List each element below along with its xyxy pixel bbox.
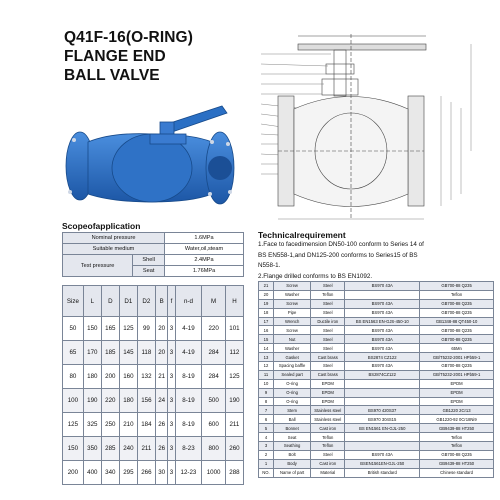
parts-cell: GB700-88 Q235 (420, 450, 494, 459)
parts-cell: GB700-88 Q235 (420, 362, 494, 371)
parts-row (259, 433, 494, 442)
parts-cell: Washer (273, 344, 310, 353)
parts-cell: BS970 304S15 (345, 415, 420, 424)
parts-cell: BS970 43A (345, 308, 420, 317)
parts-cell: GB700-88 Q235 (420, 335, 494, 344)
parts-cell: Name of part (273, 468, 310, 477)
dimension-header-row (63, 286, 244, 317)
parts-cell: 12 (259, 362, 274, 371)
parts-cell: Screw (273, 299, 310, 308)
parts-row (259, 290, 494, 299)
parts-cell: Body (273, 459, 310, 468)
dimension-cell: 4-19 (175, 341, 202, 365)
parts-cell: Steel (311, 362, 345, 371)
parts-cell: BS970 43A (345, 299, 420, 308)
dimension-cell: 185 (101, 341, 119, 365)
parts-cell: Teflon (420, 433, 494, 442)
dimension-cell: 3 (168, 389, 175, 413)
parts-cell: O-ring (273, 397, 310, 406)
dimension-header-cell: Size (63, 286, 84, 317)
dimension-table (62, 285, 244, 485)
parts-row (259, 282, 494, 291)
parts-cell: GB700-88 Q235 (420, 308, 494, 317)
dimension-cell: 350 (83, 437, 101, 461)
parts-cell: Cast iron (311, 459, 345, 468)
parts-cell: GB1220 2Cr13 (420, 406, 494, 415)
scope-label: Nominal pressure (63, 233, 165, 244)
parts-cell: 21 (259, 282, 274, 291)
parts-cell: 16 (259, 326, 274, 335)
parts-cell: Teflon (420, 442, 494, 451)
dimension-header-cell: B (155, 286, 168, 317)
dimension-cell: 220 (101, 389, 119, 413)
parts-row (259, 397, 494, 406)
dimension-cell: 3 (168, 341, 175, 365)
dimension-cell: 170 (83, 341, 101, 365)
parts-row (259, 299, 494, 308)
technical-line: BS EN558-1,and DN125-200 conforms to Series15 of BS (258, 251, 418, 259)
parts-cell: Stainless steel (311, 406, 345, 415)
parts-cell: 4 (259, 433, 274, 442)
dimension-cell: 112 (225, 341, 243, 365)
dimension-cell: 150 (83, 317, 101, 341)
dimension-cell: 284 (202, 365, 226, 389)
parts-cell: BS970 43A (345, 450, 420, 459)
parts-cell: Steel (311, 308, 345, 317)
technical-notes (258, 240, 494, 282)
parts-cell: O-ring (273, 388, 310, 397)
shell-label: Shell (133, 255, 165, 266)
parts-cell: Seat (273, 433, 310, 442)
dimension-cell: 100 (63, 389, 84, 413)
parts-cell: 8 (259, 397, 274, 406)
dimension-cell: 3 (168, 365, 175, 389)
dimension-cell: 4-19 (175, 317, 202, 341)
parts-row (259, 317, 494, 326)
dimension-cell: 266 (137, 461, 155, 485)
dimension-cell: 190 (83, 389, 101, 413)
seat-label: Seat (133, 266, 165, 277)
dimension-cell: 80 (63, 365, 84, 389)
parts-cell: 6 (259, 415, 274, 424)
dimension-cell: 156 (137, 389, 155, 413)
dimension-header-cell: n-d (175, 286, 202, 317)
dimension-header-cell: D2 (137, 286, 155, 317)
seat-value: 1.76MPa (165, 266, 244, 277)
parts-cell: O-ring (273, 379, 310, 388)
parts-cell: EPDM (420, 388, 494, 397)
parts-cell: BSEN1561EN-GJL-250 (345, 459, 420, 468)
dimension-row (63, 389, 244, 413)
dimension-header-cell: D (101, 286, 119, 317)
parts-cell: Nut (273, 335, 310, 344)
dimension-cell: 50 (63, 317, 84, 341)
title-line-type: FLANGE END (64, 48, 166, 65)
dimension-cell: 26 (155, 437, 168, 461)
dimension-cell: 180 (119, 389, 137, 413)
parts-cell: Washer (273, 290, 310, 299)
valve-photo (52, 94, 242, 214)
parts-cell: EPDM (420, 379, 494, 388)
parts-cell: BS970 43A (345, 335, 420, 344)
parts-cell: Stainless steel (311, 415, 345, 424)
dimension-cell: 132 (137, 365, 155, 389)
dimension-cell: 600 (202, 413, 226, 437)
dimension-cell: 20 (155, 341, 168, 365)
dimension-cell: 65 (63, 341, 84, 365)
dimension-cell: 26 (155, 413, 168, 437)
dimension-cell: 3 (168, 317, 175, 341)
dimension-cell: 145 (119, 341, 137, 365)
parts-cell: Screw (273, 326, 310, 335)
parts-cell: Gasket (273, 353, 310, 362)
parts-row (259, 415, 494, 424)
dimension-cell: 284 (202, 341, 226, 365)
parts-cell: BS2874CZ122 (345, 370, 420, 379)
parts-row (259, 424, 494, 433)
parts-row (259, 442, 494, 451)
parts-row (259, 450, 494, 459)
dimension-header-cell: L (83, 286, 101, 317)
dimension-cell: 295 (119, 461, 137, 485)
parts-row (259, 388, 494, 397)
dimension-cell: 8-19 (175, 365, 202, 389)
parts-cell (345, 388, 420, 397)
dimension-cell: 340 (101, 461, 119, 485)
dimension-cell: 260 (225, 437, 243, 461)
scope-label: Suitable medium (63, 244, 165, 255)
dimension-cell: 8-19 (175, 413, 202, 437)
parts-row (259, 379, 494, 388)
scope-value: 1.6MPa (165, 233, 244, 244)
dimension-cell: 800 (202, 437, 226, 461)
parts-cell: BS970 43A (345, 362, 420, 371)
parts-cell: Steel (311, 299, 345, 308)
parts-cell: 15 (259, 335, 274, 344)
parts-row (259, 326, 494, 335)
parts-cell: 3 (259, 442, 274, 451)
dimension-cell: 240 (119, 437, 137, 461)
parts-cell: BS970 43A (345, 282, 420, 291)
dimension-cell: 160 (119, 365, 137, 389)
parts-cell (345, 290, 420, 299)
parts-cell: BS EN1563 EN-GJS-450-10 (345, 317, 420, 326)
parts-cell: GB9439-88 HT250 (420, 459, 494, 468)
parts-row (259, 370, 494, 379)
dimension-cell: 325 (83, 413, 101, 437)
parts-cell: GB9439-88 HT250 (420, 424, 494, 433)
scope-value: Water,oil,steam (165, 244, 244, 255)
dimension-cell: 285 (101, 437, 119, 461)
dimension-cell: 3 (168, 413, 175, 437)
technical-line: N558-1. (258, 262, 281, 269)
parts-cell: Pipe (273, 308, 310, 317)
dimension-cell: 125 (225, 365, 243, 389)
dimension-cell: 211 (225, 413, 243, 437)
parts-row (259, 459, 494, 468)
parts-cell: Cast brass (311, 370, 345, 379)
dimension-cell: 250 (101, 413, 119, 437)
parts-cell: EPDM (311, 388, 345, 397)
parts-cell: Stem (273, 406, 310, 415)
dimension-row (63, 437, 244, 461)
dimension-cell: 8-19 (175, 389, 202, 413)
shell-value: 2.4MPa (165, 255, 244, 266)
dimension-row (63, 341, 244, 365)
parts-cell: Spacing baffle (273, 362, 310, 371)
parts-cell (345, 433, 420, 442)
parts-row (259, 362, 494, 371)
parts-cell: Bonnet (273, 424, 310, 433)
dimension-cell: 500 (202, 389, 226, 413)
parts-cell: 14 (259, 344, 274, 353)
parts-cell: EPDM (311, 397, 345, 406)
parts-cell: Ball (273, 415, 310, 424)
dimension-header-cell: M (202, 286, 226, 317)
parts-cell: 2 (259, 450, 274, 459)
parts-row (259, 308, 494, 317)
parts-cell: 1 (259, 459, 274, 468)
technical-heading: Technicalrequirement (258, 230, 346, 240)
parts-cell: Screw (273, 282, 310, 291)
scope-heading: Scopeofapplication (62, 221, 141, 231)
parts-cell: 10 (259, 379, 274, 388)
parts-cell: Chinese standard (420, 468, 494, 477)
parts-cell: Teflon (311, 290, 345, 299)
parts-cell: GB700-88 Q235 (420, 326, 494, 335)
dimension-cell: 125 (119, 317, 137, 341)
parts-cell: EPDM (311, 379, 345, 388)
parts-row (259, 335, 494, 344)
parts-cell: Ductile iron (311, 317, 345, 326)
technical-line: 2.Flange drilled conforms to BS EN1092. (258, 272, 373, 280)
test-pressure-label: Test pressure (63, 255, 133, 277)
parts-cell: GB/T5232-2001 HPb59-1 (420, 353, 494, 362)
parts-cell: 17 (259, 317, 274, 326)
parts-row (259, 468, 494, 477)
dimension-cell: 30 (155, 461, 168, 485)
dimension-header-cell: D1 (119, 286, 137, 317)
dimension-cell: 99 (137, 317, 155, 341)
parts-cell: GB700-88 Q235 (420, 282, 494, 291)
dimension-cell: 210 (119, 413, 137, 437)
parts-cell: Cast iron (311, 424, 345, 433)
scope-table (62, 232, 244, 277)
parts-cell: BS970 43A (345, 344, 420, 353)
parts-cell: GB700-88 Q235 (420, 299, 494, 308)
parts-cell: GB1348-88 QT450-10 (420, 317, 494, 326)
dimension-cell: 21 (155, 365, 168, 389)
scope-row (63, 255, 244, 266)
dimension-cell: 8-23 (175, 437, 202, 461)
dimension-cell: 3 (168, 461, 175, 485)
dimension-cell: 118 (137, 341, 155, 365)
parts-cell: EPDM (420, 397, 494, 406)
parts-row (259, 353, 494, 362)
dimension-cell: 200 (101, 365, 119, 389)
parts-cell: Steel (311, 344, 345, 353)
parts-cell: Teflon (420, 290, 494, 299)
parts-cell: British standard (345, 468, 420, 477)
parts-cell: BS970 420S37 (345, 406, 420, 415)
dimension-cell: 400 (83, 461, 101, 485)
parts-cell: 20 (259, 290, 274, 299)
parts-cell: 5 (259, 424, 274, 433)
parts-cell: Teflon (311, 433, 345, 442)
parts-cell: 13 (259, 353, 274, 362)
parts-cell: 9 (259, 388, 274, 397)
parts-cell: 19 (259, 299, 274, 308)
dimension-cell: 125 (63, 413, 84, 437)
title-line-model: Q41F-16(O-RING) (64, 29, 193, 46)
parts-cell (345, 442, 420, 451)
dimension-cell: 20 (155, 317, 168, 341)
parts-list-table (258, 281, 494, 478)
product-title (64, 28, 254, 85)
parts-cell: GB/T5232-2001 HPb59-1 (420, 370, 494, 379)
parts-cell: Material (311, 468, 345, 477)
parts-cell: GB1220-92 0Cr18Ni9 (420, 415, 494, 424)
parts-row (259, 406, 494, 415)
dimension-cell: 190 (225, 389, 243, 413)
parts-cell: Steel (311, 335, 345, 344)
parts-cell: Wrench (273, 317, 310, 326)
parts-cell (345, 379, 420, 388)
dimension-cell: 150 (63, 437, 84, 461)
parts-cell: Seathing (273, 442, 310, 451)
technical-line: 1.Face to facedimension DN50-100 conform to Series 14 of (258, 241, 424, 248)
parts-row (259, 344, 494, 353)
dimension-cell: 165 (101, 317, 119, 341)
parts-cell: BS EN1561 EN-GJL-250 (345, 424, 420, 433)
dimension-cell: 184 (137, 413, 155, 437)
parts-cell: Cast brass (311, 353, 345, 362)
dimension-row (63, 413, 244, 437)
parts-cell: NO. (259, 468, 274, 477)
dimension-header-cell: H (225, 286, 243, 317)
dimension-cell: 180 (83, 365, 101, 389)
parts-cell: Steel (311, 282, 345, 291)
parts-cell: 65Mn (420, 344, 494, 353)
parts-cell: 11 (259, 370, 274, 379)
dimension-cell: 12-23 (175, 461, 202, 485)
dimension-cell: 220 (202, 317, 226, 341)
dimension-row (63, 461, 244, 485)
parts-cell: Teflon (311, 442, 345, 451)
parts-cell (345, 397, 420, 406)
parts-cell: Steel (311, 326, 345, 335)
parts-cell: Bolt (273, 450, 310, 459)
dimension-cell: 211 (137, 437, 155, 461)
scope-row (63, 233, 244, 244)
dimension-cell: 24 (155, 389, 168, 413)
dimension-cell: 3 (168, 437, 175, 461)
parts-cell: BS2874 CZ122 (345, 353, 420, 362)
dimension-cell: 101 (225, 317, 243, 341)
dimension-row (63, 317, 244, 341)
valve-cross-section-drawing (256, 24, 496, 229)
parts-cell: 7 (259, 406, 274, 415)
parts-cell: Steel (311, 450, 345, 459)
title-line-product: BALL VALVE (64, 67, 160, 84)
dimension-cell: 288 (225, 461, 243, 485)
dimension-cell: 200 (63, 461, 84, 485)
parts-cell: 18 (259, 308, 274, 317)
dimension-header-cell: f (168, 286, 175, 317)
parts-cell: BS970 43A (345, 326, 420, 335)
dimension-row (63, 365, 244, 389)
scope-row (63, 244, 244, 255)
parts-cell: Sealed part (273, 370, 310, 379)
dimension-cell: 1000 (202, 461, 226, 485)
